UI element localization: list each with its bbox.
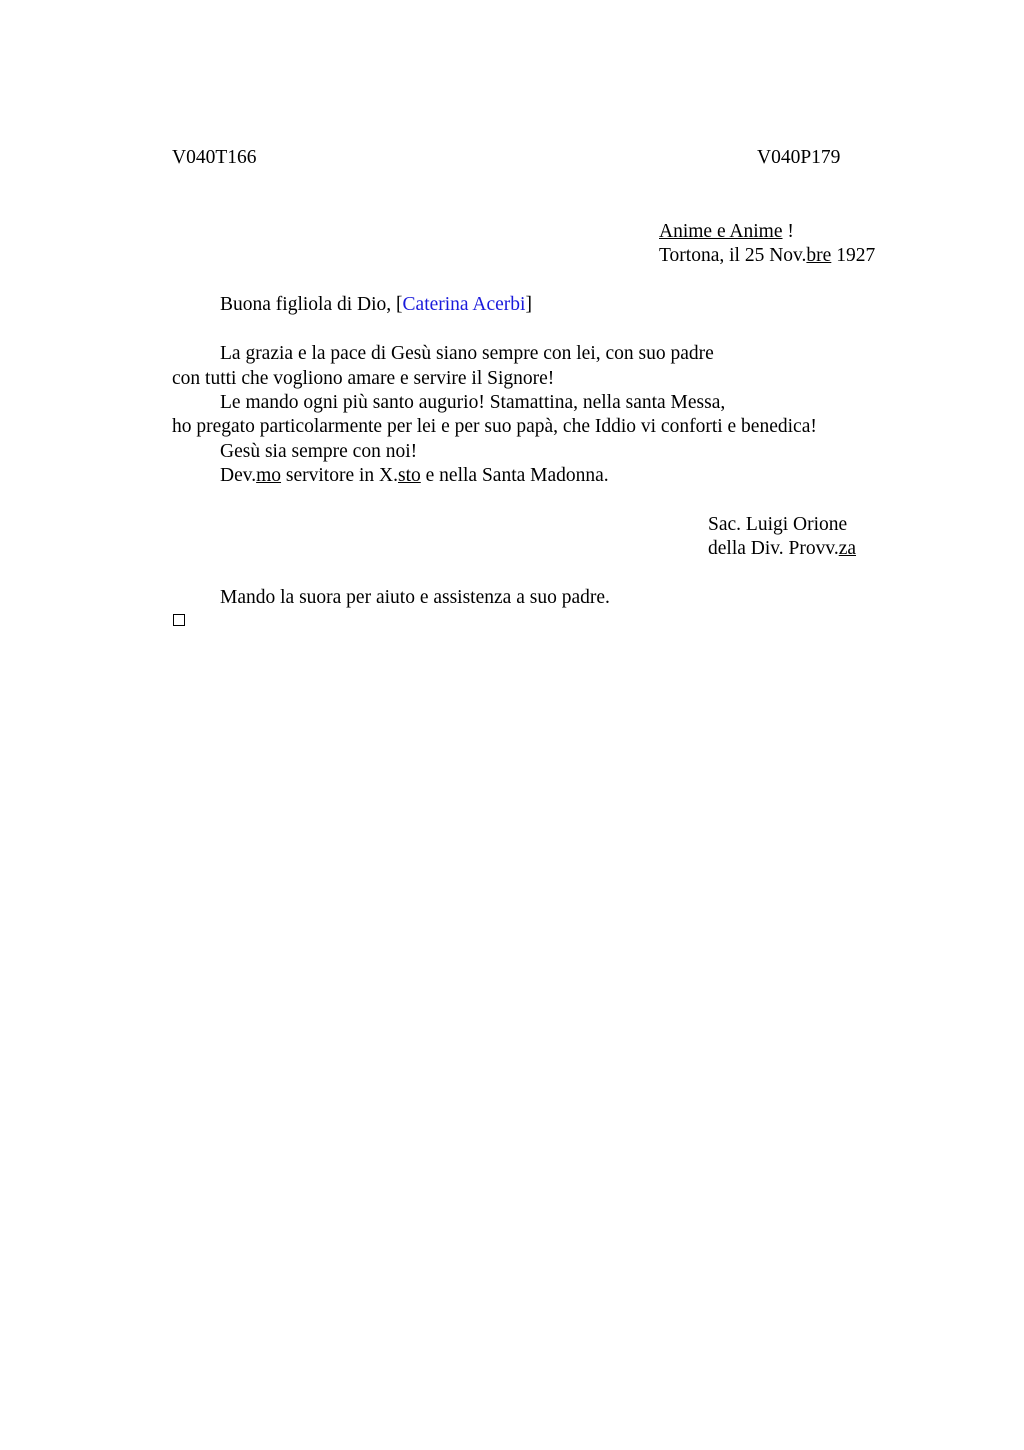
letter-date-prefix: Tortona, il 25 Nov. <box>659 245 807 266</box>
document-code-right: V040P179 <box>757 147 841 168</box>
letter-date-suffix: 1927 <box>831 245 876 266</box>
recipient-name-link[interactable]: Caterina Acerbi <box>402 294 526 315</box>
body-line-4: ho pregato particolarmente per lei e per suo papà, che Iddio vi conforti e benedica! <box>172 416 817 437</box>
letter-date <box>659 244 875 268</box>
letter-title <box>659 220 794 244</box>
signature-name: Sac. Luigi Orione <box>708 514 848 535</box>
closing-part-d: sto <box>398 465 421 486</box>
empty-square-icon <box>173 614 185 626</box>
body-line-3: Le mando ogni più santo augurio! Stamattina, nella santa Messa, <box>220 392 726 413</box>
signature-title <box>708 537 856 561</box>
closing-line <box>220 464 609 488</box>
letter-date-sup: bre <box>806 245 832 266</box>
body-line-2: con tutti che vogliono amare e servire il Signore! <box>172 368 555 389</box>
signature-title-prefix: della Div. Provv. <box>708 538 839 559</box>
body-line-1: La grazia e la pace di Gesù siano sempre con lei, con suo padre <box>220 343 714 364</box>
letter-title-text: Anime e Anime <box>659 221 783 242</box>
closing-part-b: mo <box>256 465 282 486</box>
closing-part-a: Dev. <box>220 465 257 486</box>
closing-part-e: e nella Santa Madonna. <box>420 465 609 486</box>
salutation-close: ] <box>525 294 532 315</box>
salutation <box>220 293 532 317</box>
closing-part-c: servitore in X. <box>281 465 399 486</box>
signature-title-sup: za <box>838 538 857 559</box>
postscript: Mando la suora per aiuto e assistenza a suo padre. <box>220 587 610 608</box>
letter-title-suffix: ! <box>782 221 794 242</box>
body-line-5: Gesù sia sempre con noi! <box>220 441 418 462</box>
salutation-text: Buona figliola di Dio, [ <box>220 294 403 315</box>
document-code-left: V040T166 <box>172 147 257 168</box>
